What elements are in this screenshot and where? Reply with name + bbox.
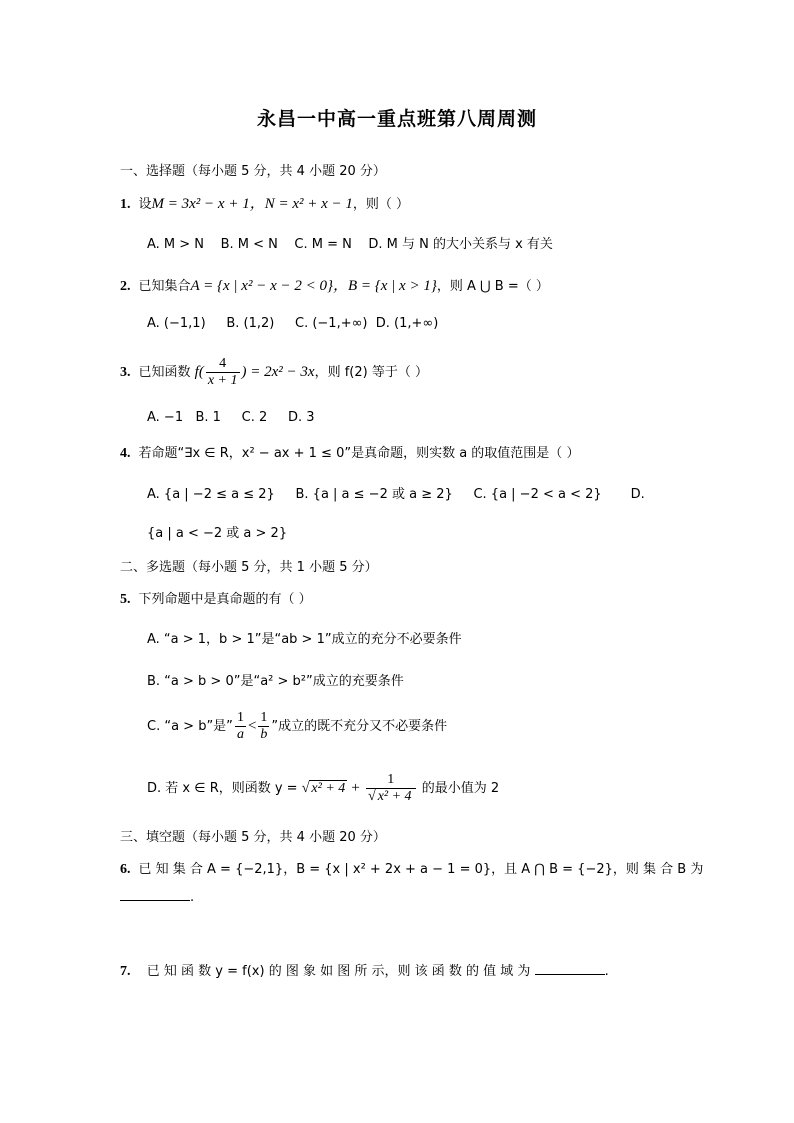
sqrt-expression: √ x² + 4: [301, 781, 346, 796]
question-3: [120, 356, 428, 389]
option-c-prefix: C. “a > b”是”: [147, 719, 233, 734]
section-heading-fill: 三、填空题（每小题 5 分，共 4 小题 20 分）: [120, 830, 386, 845]
option-b: B. M < N: [220, 237, 278, 252]
fraction-1-over-a: [235, 710, 246, 743]
q5-option-a: A. “a > 1，b > 1”是“ab > 1”成立的充分不必要条件: [147, 632, 462, 647]
question-2: [120, 274, 549, 295]
question-number: 2.: [120, 279, 131, 294]
question-text: 设: [138, 197, 152, 212]
radicand: x² + 4: [311, 781, 346, 796]
option-c: C. 2: [241, 410, 268, 425]
question-text: 已 知 函 数 y = f(x) 的 图 象 如 图 所 示，则 该 函 数 的 值 域 为: [146, 964, 531, 979]
fraction-denominator: x + 1: [207, 373, 238, 388]
function-rhs: ) = 2x² − 3x: [241, 364, 315, 380]
option-b: B. 1: [195, 410, 221, 425]
question-tail: ，则（ ）: [352, 197, 410, 212]
question-number: 6.: [120, 862, 131, 877]
option-c-suffix: ”成立的既不充分又不必要条件: [271, 719, 448, 734]
question-5: [120, 588, 312, 608]
section-heading-choice: 一、选择题（每小题 5 分，共 4 小题 20 分）: [120, 164, 386, 179]
option-c: C. {a | −2 < a < 2}: [473, 487, 602, 502]
q1-options: [147, 233, 553, 252]
period: .: [190, 890, 195, 905]
question-1: [120, 192, 409, 213]
function-f: f(: [194, 364, 204, 380]
option-d: D. (1,+∞): [375, 316, 439, 331]
q3-options: [147, 410, 314, 425]
question-number: 4.: [120, 446, 131, 461]
q4-option-d-content: {a | a < −2 或 a > 2}: [147, 526, 288, 541]
option-c: C. M = N: [294, 237, 352, 252]
option-b: B. {a | a ≤ −2 或 a ≥ 2}: [295, 487, 453, 502]
question-text: 已知函数: [138, 365, 191, 380]
question-tail: ，则 f(2) 等于（ ）: [314, 365, 428, 380]
q2-options: [147, 316, 438, 331]
fraction-denominator: b: [260, 727, 268, 742]
fraction: [206, 356, 240, 389]
fraction-numerator: 1: [260, 710, 268, 725]
option-d: D. M 与 N 的大小关系与 x 有关: [368, 237, 553, 252]
question-math: M = 3x² − x + 1，N = x² + x − 1: [151, 196, 353, 212]
page-title: 永昌一中高一重点班第八周周测: [256, 108, 537, 130]
question-number: 5.: [120, 592, 131, 607]
fraction-1-over-b: [258, 710, 269, 743]
question-tail: ，则 A ⋃ B =（ ）: [436, 279, 549, 294]
fraction-numerator: 1: [366, 772, 416, 789]
option-c: C. (−1,+∞): [295, 316, 368, 331]
question-text: 已 知 集 合 A = {−2,1}，B = {x | x² + 2x + a − 1 = 0}，且 A ⋂ B = {−2}，则 集 合 B 为: [138, 862, 704, 877]
q5-option-b: B. “a > b > 0”是“a² > b²”成立的充要条件: [147, 674, 404, 689]
question-number: 7.: [120, 964, 131, 979]
question-math: A = {x | x² − x − 2 < 0}，B = {x | x > 1}: [190, 278, 437, 294]
option-d: D. 3: [287, 410, 315, 425]
question-text: 已知集合: [138, 279, 191, 294]
question-4: [120, 442, 579, 462]
q5-option-d: [147, 772, 499, 805]
fraction-numerator: 4: [206, 356, 240, 373]
radicand: x² + 4: [377, 789, 412, 804]
option-b: B. (1,2): [226, 316, 275, 331]
question-text: 若命题“∃x ∈ R，x² − ax + 1 ≤ 0”是真命题，则实数 a 的取值范围是（ ）: [138, 446, 580, 461]
fraction-denominator: a: [236, 727, 244, 742]
q4-options: [147, 483, 645, 502]
option-d-suffix: 的最小值为 2: [421, 781, 500, 796]
plus-sign: +: [351, 780, 360, 796]
question-7: [120, 960, 609, 980]
less-than: <: [247, 718, 257, 734]
option-d-prefix: D. 若 x ∈ R，则函数 y =: [147, 781, 298, 796]
question-text: 下列命题中是真命题的有（ ）: [138, 592, 312, 607]
option-a: A. −1: [147, 410, 184, 425]
fraction-denominator: √ x² + 4: [368, 789, 412, 804]
q5-option-c: [147, 710, 447, 743]
period: .: [604, 964, 609, 979]
option-d: D.: [630, 487, 645, 502]
question-number: 1.: [120, 197, 131, 212]
blank-line: [120, 888, 190, 901]
answer-blank-7[interactable]: [535, 962, 605, 975]
option-a: A. (−1,1): [147, 316, 206, 331]
fraction-sqrt: [366, 772, 416, 805]
answer-blank-6[interactable]: [120, 888, 194, 905]
question-6: [120, 858, 703, 878]
section-heading-multi: 二、多选题（每小题 5 分，共 1 小题 5 分）: [120, 560, 378, 575]
fraction-numerator: 1: [236, 710, 244, 725]
question-number: 3.: [120, 365, 131, 380]
option-a: A. {a | −2 ≤ a ≤ 2}: [147, 487, 275, 502]
option-a: A. M > N: [147, 237, 205, 252]
